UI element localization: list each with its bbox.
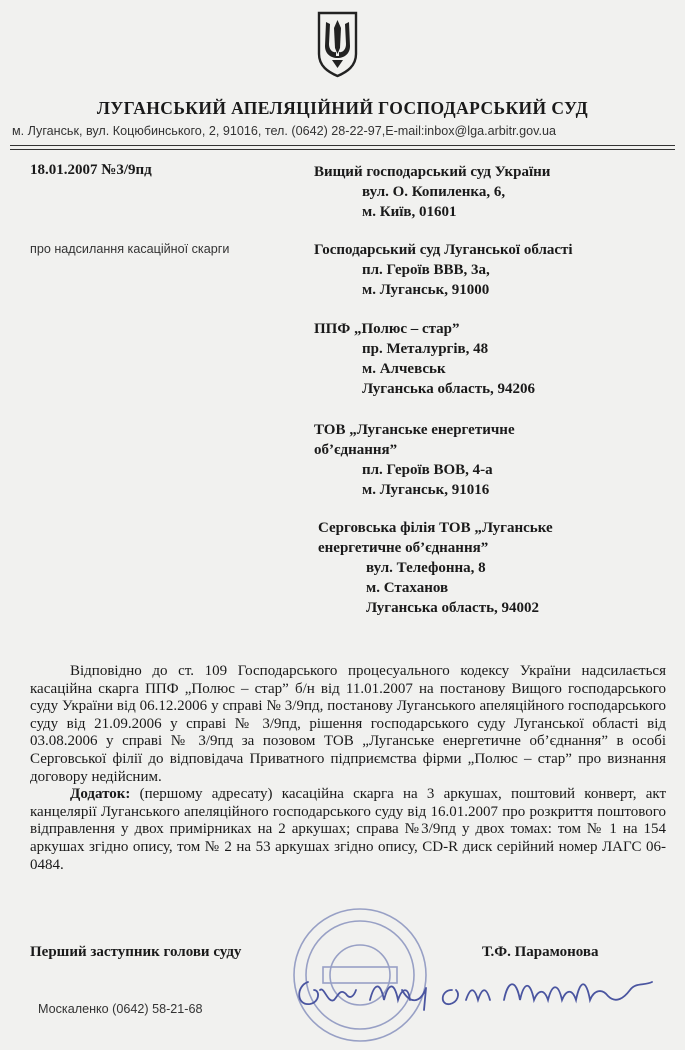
addressee-block [314, 240, 573, 300]
header-divider-thin [10, 149, 675, 150]
addressee-block [314, 319, 535, 399]
signatory-name: Т.Ф. Парамонова [482, 944, 599, 960]
addressee-name: ТОВ „Луганське енергетичне [314, 422, 515, 438]
body-paragraph: Відповідно до ст. 109 Господарського процесуального кодексу України надсилається касаційна скарга ППФ „Полюс – стар” б/н від 11.01.2007 на постанову Вищого господарського суду України від 06.12.2006 у справі № 3/9пд, постанову Луганського апеляційного господарського суду від 21.09.2006 у справі № 3/9пд, рішення господарського суду Луганської області від 03.08.2006 у справі № 3/9пд за позовом ТОВ „Луганське енергетичне об’єднання” в особі Серговської філії до відповідача Приватного підприємства фірми „Полюс – стар” про визнання договору недійсним. [30, 663, 666, 785]
addressee-name: енергетичне об’єднання” [318, 540, 489, 556]
court-name: ЛУГАНСЬКИЙ АПЕЛЯЦІЙНИЙ ГОСПОДАРСЬКИЙ СУД [96, 98, 589, 118]
attachment-label: Додаток: [70, 786, 131, 803]
addressee-name: Господарський суд Луганської області [314, 242, 573, 258]
signatory-title: Перший заступник голови суду [30, 944, 242, 960]
document-subject: про надсилання касаційної скарги [30, 242, 230, 256]
addressee-address-line: вул. О. Копиленка, 6, [362, 184, 506, 200]
addressee-address-line: пр. Металургів, 48 [362, 341, 489, 357]
addressee-address-line: Луганська область, 94206 [362, 381, 536, 397]
addressee-address-line: м. Алчевськ [362, 361, 446, 377]
addressee-name: Серговська філія ТОВ „Луганське [318, 520, 553, 536]
addressee-address-line: м. Луганськ, 91016 [362, 482, 490, 498]
addressee-name: ППФ „Полюс – стар” [314, 321, 460, 337]
addressee-block [318, 518, 553, 618]
attachment-paragraph [30, 786, 666, 874]
header-divider [10, 145, 675, 146]
addressee-name: Вищий господарський суд України [314, 164, 551, 180]
court-address: м. Луганськ, вул. Коцюбинського, 2, 91016, тел. (0642) 28-22-97,E-mail:inbox@lga.arbitr.gov.ua [12, 124, 556, 138]
executor-contact: Москаленко (0642) 58-21-68 [38, 1002, 203, 1016]
addressee-address-line: пл. Героїв ВВВ, 3а, [362, 262, 490, 278]
addressee-name: об’єднання” [314, 442, 398, 458]
addressee-address-line: пл. Героїв ВОВ, 4-а [362, 462, 493, 478]
addressee-address-line: м. Київ, 01601 [362, 204, 457, 220]
addressee-address-line: Луганська область, 94002 [366, 600, 540, 616]
letter-body [30, 663, 666, 874]
addressee-block [314, 420, 515, 500]
trident-emblem-icon [315, 10, 360, 78]
addressee-address-line: вул. Телефонна, 8 [366, 560, 486, 576]
addressee-block [314, 162, 550, 222]
addressee-address-line: м. Стаханов [366, 580, 449, 596]
attachment-text: (першому адресату) касаційна скарга на 3 аркушах, поштовий конверт, акт канцелярії Луганського апеляційного господарського суду від 16.01.2007 про розкриття поштового відправлення у двох примірниках на 2 аркушах; справа №3/9пд у двох томах: том № 1 на 154 аркушах згідно опису, том № 2 на 53 аркушах згідно опису, CD-R диск серійний номер ЛАГС 06-0484. [30, 786, 666, 873]
addressee-address-line: м. Луганськ, 91000 [362, 282, 490, 298]
document-date-number: 18.01.2007 №3/9пд [30, 162, 152, 178]
handwritten-signature-icon [290, 960, 660, 1020]
